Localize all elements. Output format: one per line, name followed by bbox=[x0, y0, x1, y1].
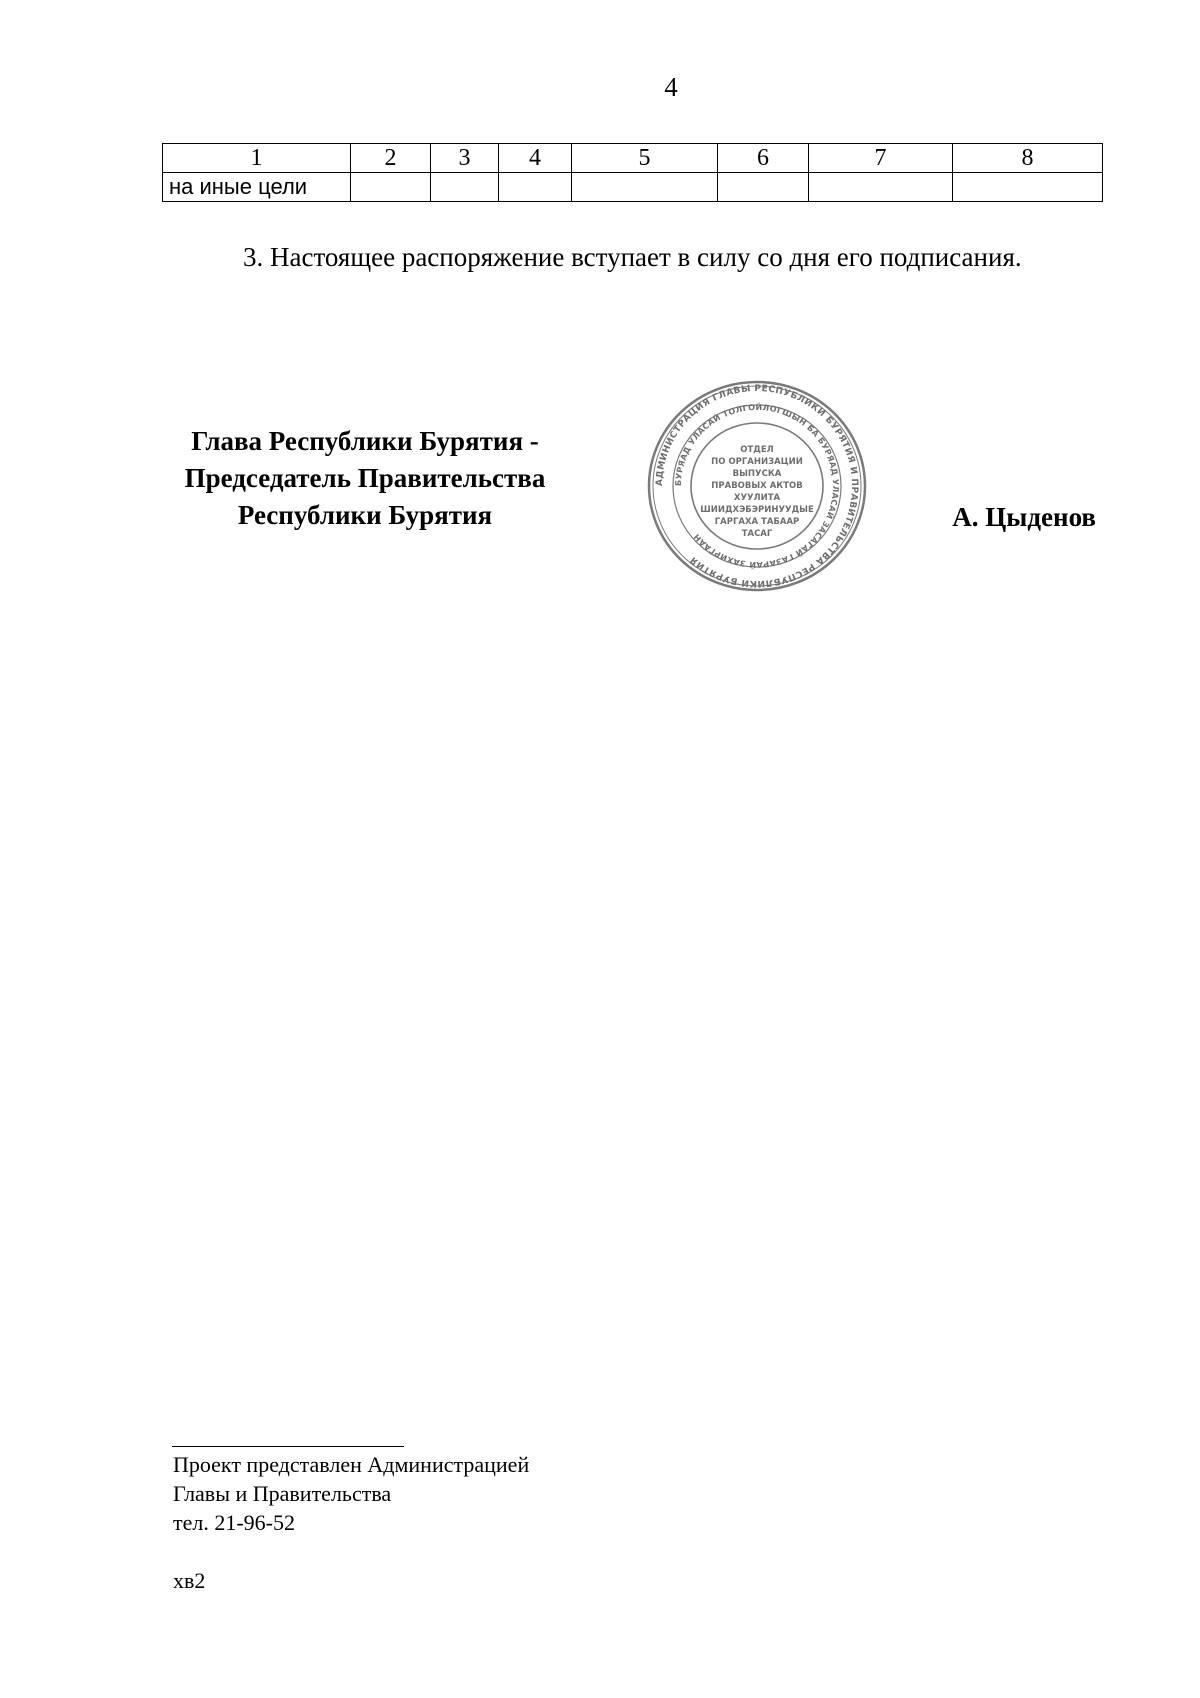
footnote-line: тел. 21-96-52 bbox=[173, 1510, 296, 1535]
table-cell bbox=[953, 173, 1103, 202]
seal-outer-text: АДМИНИСТРАЦИЯ ГЛАВЫ РЕСПУБЛИКИ БУРЯТИЯ И ПРАВИТЕЛЬСТВА РЕСПУБЛИКИ БУРЯТИЯ bbox=[654, 383, 860, 589]
seal-center-line: ОТДЕЛ bbox=[740, 445, 774, 455]
signatory-title-line: Глава Республики Бурятия - bbox=[191, 426, 539, 456]
seal-center-line: ТАСАГ bbox=[741, 529, 773, 539]
table-cell bbox=[572, 173, 718, 202]
signatory-name: А. Цыденов bbox=[952, 502, 1096, 532]
table-cell bbox=[718, 173, 809, 202]
seal-center-line: ПРАВОВЫХ АКТОВ bbox=[711, 481, 803, 491]
table-header-cell: 5 bbox=[572, 144, 718, 173]
seal-inner-text: БУРЯАД УЛАСАЙ ТОЛГОЙЛОГШЫН БА БУРЯАД УЛАСАЙ ЗАСАГАЙ ГАЗАРАЙ ЗАХИРГААН bbox=[673, 402, 841, 570]
footnote-divider bbox=[172, 1446, 404, 1447]
table-cell bbox=[809, 173, 953, 202]
footnote-line: Главы и Правительства bbox=[173, 1481, 392, 1506]
table-header-cell: 7 bbox=[809, 144, 953, 173]
seal-center-line: ХУУЛИТА bbox=[733, 493, 781, 503]
signatory-title-line: Республики Бурятия bbox=[237, 500, 493, 530]
table-cell bbox=[431, 173, 499, 202]
official-seal bbox=[640, 376, 874, 596]
table-cell: на иные цели bbox=[163, 173, 351, 202]
table-header-row bbox=[163, 144, 1103, 173]
seal-center-line: ПО ОРГАНИЗАЦИИ bbox=[711, 457, 803, 467]
signatory-title-line: Председатель Правительства bbox=[184, 463, 546, 493]
seal-center-line: ВЫПУСКА bbox=[732, 469, 782, 479]
table-header-cell: 3 bbox=[431, 144, 499, 173]
page-number: 4 bbox=[664, 72, 678, 102]
document-code: хв2 bbox=[173, 1568, 206, 1593]
table-header-cell: 2 bbox=[351, 144, 431, 173]
signatory-title bbox=[150, 423, 580, 534]
footnote bbox=[173, 1450, 529, 1537]
table-cell bbox=[499, 173, 572, 202]
footnote-line: Проект представлен Администрацией bbox=[173, 1452, 530, 1477]
seal-center-line: ГАРГАХА ТАБААР bbox=[714, 517, 800, 527]
data-table bbox=[162, 143, 1103, 202]
table-header-cell: 8 bbox=[953, 144, 1103, 173]
table-header-cell: 6 bbox=[718, 144, 809, 173]
table-cell bbox=[351, 173, 431, 202]
table-row bbox=[163, 173, 1103, 202]
table-header-cell: 1 bbox=[163, 144, 351, 173]
clause-paragraph: 3. Настоящее распоряжение вступает в силу со дня его подписания. bbox=[243, 242, 1022, 272]
table-header-cell: 4 bbox=[499, 144, 572, 173]
seal-center-line: ШИИДХЭБЭРИНУУДЫЕ bbox=[700, 505, 814, 515]
